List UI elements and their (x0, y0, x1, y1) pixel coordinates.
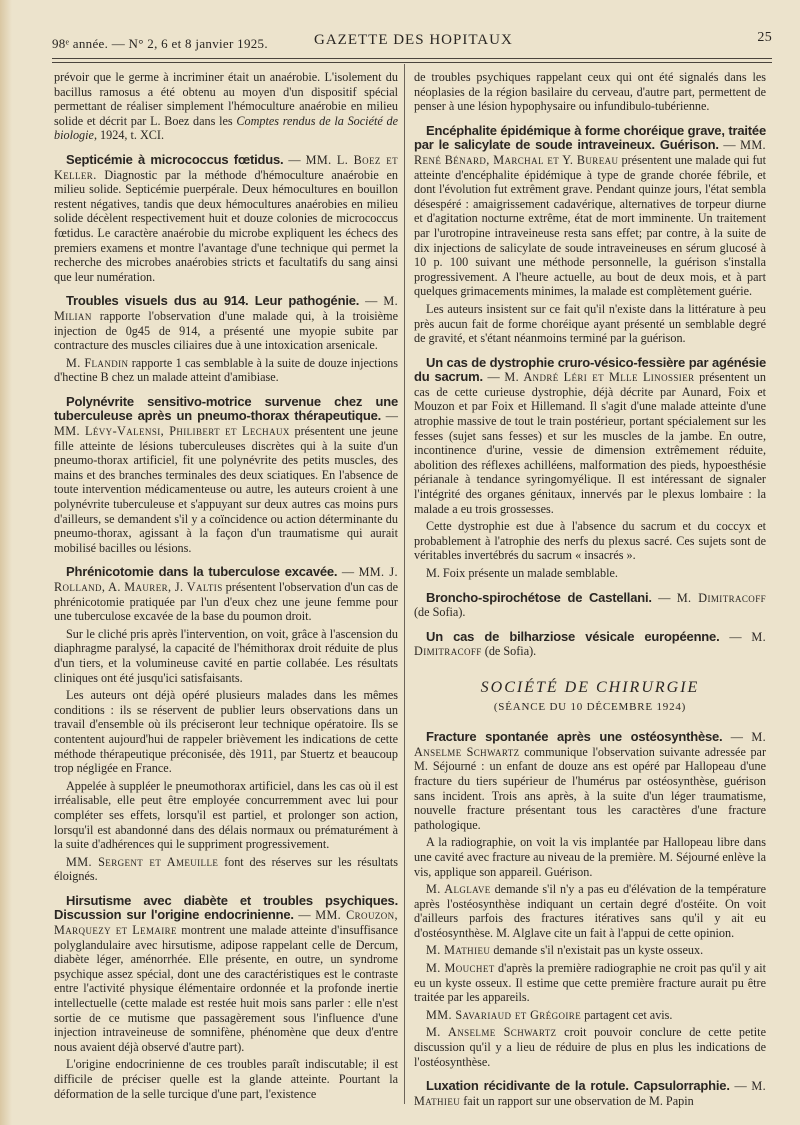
article-phrenicotomie: Phrénicotomie dans la tuberculose excavée. — MM. J. Rolland, A. Maurer, J. Valtis présentent l'observation d'un cas de phrénicotomie pratiquée par l'un d'eux chez une jeune femme pour une tuberculose excavée de la base du poumon droit. (54, 564, 398, 624)
paragraph: Cette dystrophie est due à l'absence du sacrum et du coccyx et probablement à l'atrophie des nerfs du plexus sacré. Ces sujets sont de véritables invertébrés du sacrum « insacrés ». (414, 519, 766, 563)
paragraph: M. Anselme Schwartz croit pouvoir conclure de cette petite discussion qu'il y a lieu de réduire de plus en plus les indications de l'ostéosynthèse. (414, 1025, 766, 1069)
paragraph: M. Foix présente un malade semblable. (426, 566, 618, 580)
article-troubles-visuels: Troubles visuels dus au 914. Leur pathogénie. — M. Milian rapporte l'observation d'une malade qui, à la troisième injection de 0g45 de 914, a présenté une myopie subite par contracture des muscles ciliaires due à une intoxication arsenicale. (54, 293, 399, 353)
masthead: GAZETTE DES HOPITAUX (314, 32, 513, 48)
paragraph: MM. Savariaud et Grégoire partagent cet avis. (426, 1007, 673, 1022)
page-edge (0, 0, 12, 1125)
paragraph: Les auteurs ont déjà opéré plusieurs malades dans les mêmes conditions : ils se réservent de publier leurs observations dans un travail d'ensemble où ils préciseront leur technique opératoire. Ils se contentent aujourd'hui de rappeler brièvement les indications de cette méthode thérapeutique préconisée, dès 1911, par Stuertz et beaucoup trop négligée en France. (54, 688, 398, 776)
article-dystrophie: Un cas de dystrophie cruro-vésico-fessière par agénésie du sacrum. — M. André Léri et Mlle Linossier présentent un cas de cette curieuse dystrophie, déjà décrite par Aunard, Foix et Mouzon et par Foix et Hillemand. Il s'agit d'une malade atteinte d'une atrophie massive de tout le train postérieur, portant spécialement sur les fesses (sujet sans fesses) et sur les muscles de la jambe. En outre, incontinence d'urine, vessie de dimension extrêmement réduite, abolition des réflexes achilléens, malformation des pieds, hypoesthésie périanale à tendance syringomyélique. Il est intéressant de signaler l'intégrité des organes génitaux, innervés par le plexus lombaire : la malade a eu trois grossesses. (414, 354, 766, 516)
column-divider (404, 64, 405, 1104)
paragraph: MM. Sergent et Ameuille font des réserves sur les résultats éloignés. (54, 854, 398, 884)
paragraph: prévoir que le germe à incriminer était un anaérobie. L'isolement du bacillus ramosus a été obtenu au moyen d'un dispositif spécial permettant de réaliser simplement l'hémoculture anaérobie en milieu solide et décrit par L. Boez dans les Comptes rendus de la Société de biologie, 1924, t. XCI. (54, 70, 398, 143)
paragraph: M. Mathieu demande s'il n'existait pas un kyste osseux. (426, 943, 704, 958)
article-polynevrite: Polynévrite sensitivo-motrice survenue chez une tuberculeuse après un pneumo-thorax thérapeutique. — MM. Lévy-Valensi, Philibert et Lechaux présentent une jeune fille atteinte de lésions tuberculeuses discrètes qui à la suite d'un pneumo-thorax artificiel, fit une polynévrite des petits muscles, des mains et des branches terminales des deux sciatiques. En l'absence de toute intervention médicamenteuse ou autre, les auteurs croient à une polynévrite tuberculeuse et s'appuyant sur deux autres cas moins purs d'ailleurs, se demandent s'il y a coïncidence ou action déterminante du pneumo-thorax, agissant à la façon d'un traumatisme qui aurait mobilisé bacilles ou lésions. (54, 393, 398, 555)
header-rule-2 (52, 62, 772, 63)
paragraph: Appelée à suppléer le pneumothorax artificiel, dans les cas où il est irréalisable, elle peut être employée concurremment avec lui pour compléter ses effets, lorsqu'il est partiel, et prolonger son action, lorsqu'il est abandonné dans des délais normaux ou prématurément à la suite d'adhérences qui le suppriment progressivement. (54, 778, 398, 852)
article-bilharziose: Un cas de bilharziose vésicale européenne. — M. Dimitracoff (de Sofia). (414, 628, 767, 659)
paragraph: M. Alglave demande s'il n'y a pas eu d'élévation de la température après l'ostéosynthèse indiquant un certain degré d'ostéite. On voit d'ailleurs parfois des fractures itératives sans qu'il y ait eu d'ostéosynthèse. M. Alglave cite un fait à l'appui de cette opinion. (414, 882, 766, 940)
section-title: SOCIÉTÉ DE CHIRURGIE (480, 678, 700, 696)
article-hirsutisme: Hirsutisme avec diabète et troubles psychiques. Discussion sur l'origine endocrinienne. — MM. Crouzon, Marquezy et Lemaire montrent une malade atteinte d'insuffisance polyglandulaire avec hirsutisme, adipose rappelant celle de Dercum, diabète léger, aménorrhée. Elle présente, en outre, un syndrome psychique assez spécial, dont une des caractéristiques est le contraste entre l'activité physique élémentaire ordonnée et la profonde inertie intellectuelle (cette malade est restée huit mois sans parler : elle n'est sortie de ce mutisme que passagèrement sous l'influence d'une injection intraveineuse de somnifène, phénomène que deux d'entre nous avaient déjà observé d'autre part). (54, 892, 399, 1054)
left-column (54, 70, 398, 1104)
paragraph: L'origine endocrinienne de ces troubles paraît indiscutable; il est difficile de préciser quelle est la glande atteinte. Pourtant la déformation de la selle turcique d'une part, l'existence (54, 1057, 398, 1101)
paragraph: A la radiographie, on voit la vis implantée par Hallopeau libre dans une cavité avec fracture au niveau de la première. M. Séjourné enlève la vis, applique son appareil. Guérison. (414, 835, 766, 879)
article-fracture-spontanee: Fracture spontanée après une ostéosynthèse. — M. Anselme Schwartz communique l'observation suivante adressée par M. Séjourné : un enfant de douze ans est opéré par Hallopeau d'une fracture du tiers supérieur de l'humérus par ostéosynthèse, guérison sans incident. Trois ans après, à la suite d'un léger traumatisme, nouvelle fracture présentant tous les caractères d'une fracture pathologique. (414, 729, 767, 832)
article-broncho-spirochetose: Broncho-spirochétose de Castellani. — M. Dimitracoff (de Sofia). (414, 589, 767, 620)
right-column (414, 70, 766, 1111)
paragraph: M. Flandin rapporte 1 cas semblable à la suite de douze injections d'hectine B chez un malade atteint d'amibiase. (54, 355, 399, 385)
article-septicemie: Septicémie à micrococcus fœtidus. — MM. L. Boez et Keller. Diagnostic par la méthode d'hémoculture anaérobie en milieu solide. Septicémie puerpérale. Deux hémocultures en bouillon restent négatives, tandis que deux hémocultures anaérobies en milieu solide décèlent respectivement huit et douze colonies de micrococcus fœtidus. Le caractère anaérobie du microbe expliquent les échecs des premiers examens et montre l'avantage d'une technique qui permet la recherche des microbes anaérobies stricts et facultatifs du sang ainsi que leur numération. (54, 151, 399, 284)
paragraph: Les auteurs insistent sur ce fait qu'il n'existe dans la littérature à peu près aucun fait de forme choréique ayant présenté un semblable degré de gravité, et s'étant néanmoins terminé par la guérison. (414, 301, 766, 346)
page-number: 25 (757, 30, 772, 45)
paragraph: M. Mouchet d'après la première radiographie ne croit pas qu'il y ait eu un kyste osseux. Il estime que cette première fracture aurait pu être traitée par les appareils. (414, 961, 766, 1005)
header-rule (52, 58, 772, 59)
section-date: (SÉANCE DU 10 DÉCEMBRE 1924) (493, 700, 687, 713)
paragraph: Sur le cliché pris après l'intervention, on voit, grâce à l'ascension du diaphragme paralysé, la capacité de l'hémithorax droit réduite de plus d'un tiers, et la volumineuse cavité en partie collabée. Les résultats cliniques ont été jusqu'ici satisfaisants. (54, 626, 398, 685)
paragraph: de troubles psychiques rappelant ceux qui ont été signalés dans les néoplasies de la région basilaire du cerveau, d'autre part, permettent de penser à une lésion hypophysaire ou infundibulo-tubérienne. (414, 70, 766, 114)
article-encephalite: Encéphalite épidémique à forme choréique grave, traitée par le salicylate de soude intraveineux. Guérison. — MM. René Bénard, Marchal et Y. Bureau présentent une malade qui fut atteinte d'encéphalite épidémique à type de grande chorée fébrile, et dont l'évolution fut extrêment grave. Pendant quinze jours, l'état sembla désespéré : amaigrissement cadavérique, alternatives de torpeur diurne et d'agitation nocturne extrême, état de mort imminente. Un traitement par l'urotropine intraveineuse resta sans effet; par contre, à la suite de dix injections de salicylate de soude intraveineuses en sérum glucosé à 10 p. 100 suivant une méthode personnelle, la guérison s'installa progressivement. A l'heure actuelle, au bout de deux mois, et à part quelques grimacements minimes, la malade est complètement guérie. (414, 122, 766, 299)
issue-line: 98ᵉ année. — N° 2, 6 et 8 janvier 1925. (52, 36, 268, 51)
article-luxation-rotule: Luxation récidivante de la rotule. Capsulorraphie. — M. Mathieu fait un rapport sur une observation de M. Papin (414, 1078, 767, 1108)
page-header (52, 30, 772, 56)
